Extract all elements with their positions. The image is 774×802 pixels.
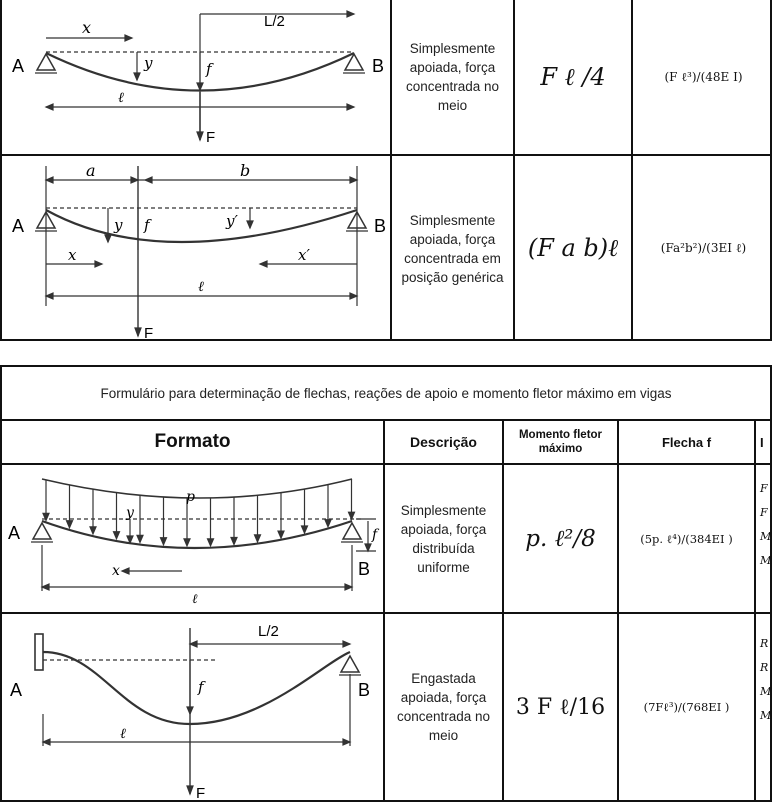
span-label: ℓ	[120, 726, 126, 742]
span-label: ℓ	[192, 592, 198, 607]
support-a-label: A	[12, 216, 25, 236]
span-label: ℓ	[118, 90, 124, 106]
deflection-label: f	[144, 216, 150, 234]
y-prime-label: y′	[226, 212, 238, 230]
deflection-formula-cell: (Fa²b²)/(3EI ℓ)	[660, 241, 747, 255]
top-table	[0, 0, 772, 341]
reactions-cell: R R M M	[760, 637, 772, 722]
moment-cell: F ℓ /4	[540, 62, 606, 91]
deflection-label: f	[372, 527, 378, 543]
support-b-label: B	[372, 56, 385, 76]
table-title: Formulário para determinação de flechas, reações de apoio e momento fletor máximo em vigas	[100, 385, 672, 401]
beam-diagram-generic-load	[2, 156, 390, 341]
b-label: b	[240, 161, 251, 180]
load-arrow-head	[231, 537, 237, 544]
x-prime-label: x′	[298, 246, 310, 264]
span-label: ℓ	[198, 279, 204, 295]
description-cell: Simplesmente apoiada, força concentrada em posição genérica	[401, 212, 504, 285]
header-description: Descrição	[410, 434, 477, 450]
y-label: y	[114, 216, 123, 234]
header-deflection: Flecha f	[661, 434, 712, 450]
support-a-label: A	[12, 56, 25, 76]
x-label: x	[82, 18, 92, 37]
deflection-label: f	[198, 678, 204, 696]
load-arrow-head	[302, 526, 308, 533]
load-arrow-head	[278, 531, 284, 538]
support-b-label: B	[358, 559, 371, 579]
deflection-formula-cell: (F ℓ³)/(48E I)	[664, 69, 743, 84]
half-span-label: L/2	[264, 13, 285, 30]
a-label: a	[86, 161, 96, 180]
deflection-formula-cell: (5p. ℓ⁴)/(384EI )	[640, 531, 733, 546]
force-label: F	[206, 129, 216, 146]
y-label: y	[126, 505, 134, 521]
support-b-label: B	[374, 216, 387, 236]
load-arrow-head	[184, 539, 190, 546]
beam-diagram-fixed-pinned	[2, 614, 383, 800]
load-label: p	[186, 489, 195, 505]
x-label: x	[68, 246, 77, 264]
description-cell: Simplesmente apoiada, força distribuída uniforme	[400, 502, 487, 575]
half-span-label: L/2	[258, 623, 279, 640]
load-arrow-head	[114, 532, 120, 539]
support-a-label: A	[8, 523, 21, 543]
support-a-label: A	[10, 680, 23, 700]
support-b-label: B	[358, 680, 371, 700]
force-label: F	[196, 785, 206, 802]
beam-diagram-distributed-load	[2, 465, 383, 612]
header-format: Formato	[154, 431, 231, 452]
description-cell: Engastada apoiada, força concentrada no meio	[396, 671, 491, 743]
bottom-table	[0, 365, 772, 802]
load-arrow-head	[208, 539, 214, 546]
force-label: F	[144, 325, 154, 342]
description-cell: Simplesmente apoiada, força concentrada no meio	[405, 41, 500, 113]
header-moment: Momento fletor máximo	[518, 429, 603, 455]
x-label: x	[112, 563, 120, 579]
moment-cell: 3 F ℓ/16	[515, 695, 606, 720]
load-arrow-head	[90, 527, 96, 534]
y-label: y	[144, 54, 153, 72]
load-arrow-head	[67, 521, 73, 528]
load-arrow-head	[349, 512, 355, 519]
beam-diagram-center-load	[2, 0, 390, 154]
load-arrow-head	[325, 520, 331, 527]
deflection-label: f	[206, 60, 212, 78]
load-arrow-head	[255, 535, 261, 542]
load-arrow-head	[161, 538, 167, 545]
deflection-formula-cell: (7Fℓ³)/(768EI )	[643, 700, 730, 714]
moment-cell: (F a b)ℓ	[527, 234, 619, 262]
reactions-cell: F F M M	[760, 482, 772, 567]
moment-cell: p. ℓ²/8	[525, 525, 596, 552]
load-arrow-head	[137, 535, 143, 542]
header-last: I	[760, 434, 764, 450]
